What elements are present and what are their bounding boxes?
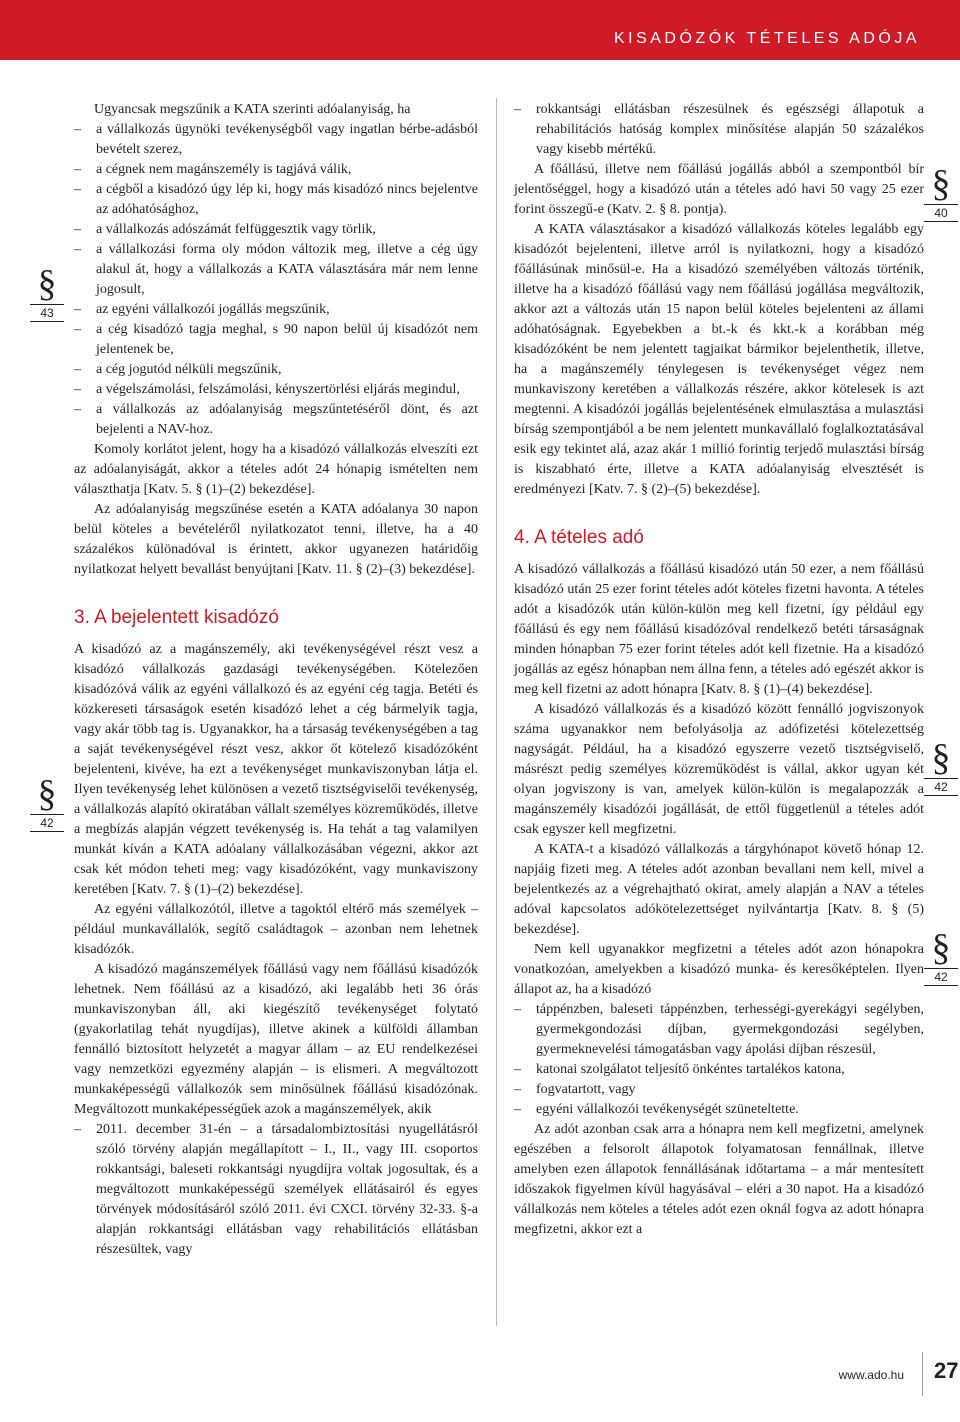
- list-item: – rokkantsági ellátásban részesülnek és egészségi állapotuk a rehabilitációs hatóság komplex minősítése alapján 50 százalékos vagy kisebb mértékű.: [514, 100, 924, 160]
- section-mark-42: [30, 773, 64, 832]
- section-symbol: §: [37, 263, 57, 305]
- section-mark-43: [30, 263, 64, 322]
- paragraph: Nem kell ugyanakkor megfizetni a tételes adót azon hónapokra vonatkozóan, amelyekben a kisadózó munka- és keresőképtelen. Ilyen állapot az, ha a kisadózó: [514, 942, 924, 997]
- list-item: – fogvatartott, vagy: [514, 1080, 924, 1100]
- list-item: – 2011. december 31-én – a társadalombiztosítási nyugellátásról szóló törvény alapján megállapított – I., II., vagy III. csoportos rokkantsági, baleseti rokkantsági nyugdíjra voltak jogosultak, és a megváltozott munkaképességű személyek ellátásairól és egyes törvények módosításáról szóló 2011. évi CXCI. törvény 32-33. §-a alapján rokkantsági ellátásban vagy rehabilitációs ellátásban részesültek, vagy: [74, 1120, 478, 1260]
- section-symbol: §: [37, 773, 57, 815]
- section-mark-42-b: [924, 927, 958, 986]
- list-item: – a vállalkozási forma oly módon változik meg, illetve a cég úgy alakul át, hogy a vállalkozás a KATA választására már nem lenne jogosult,: [74, 240, 478, 300]
- list-item: – katonai szolgálatot teljesítő önkéntes tartalékos katona,: [514, 1060, 924, 1080]
- list-item: – a cég kisadózó tagja meghal, s 90 napon belül új kisadózót nem jelentenek be,: [74, 320, 478, 360]
- paragraph: A főállású, illetve nem főállású jogállás abból a szempontból bír jelentőséggel, hogy a kisadózó után a tételes adó havi 50 vagy 25 ezer forint összegű-e (Katv. 2. § 8. pontja).: [514, 162, 924, 217]
- paragraph: Ugyancsak megszűnik a KATA szerinti adóalanyiság, ha: [94, 102, 411, 117]
- section-symbol: §: [931, 927, 951, 969]
- paragraph: A kisadózó az a magánszemély, aki tevékenységével részt vesz a kisadózó vállalkozás gazdasági tevékenységében. Kötelezően kisadózóvá válik az egyéni vállalkozó és az egyéni cég tagja. Betéti és közkereseti társaságok esetén kisadózó lehet a cég bármelyik tagja, vagy akár több tag is. Ugyanakkor, ha a társaság tevékenységében a tag a saját tevékenységével részt vesz, akkor őt kötelező kisadózóként bejelenteni, kivéve, ha ezt a tevékenységet munkaviszonyban látja el. Ilyen tevékenység lehet különösen a vezető tisztségviselői tevékenység, a vállalkozás alapító okiratában vállalt személyes közreműködés, illetve a megbízás alapján végzett tevékenység is. Ha tehát a tag valamilyen munkát kíván a KATA adóalany vállalkozásában végezni, akkor azt csak két módon teheti meg: vagy kisadózóként, vagy munkaviszony keretében [Katv. 7. § (1)–(2) bekezdése].: [74, 642, 478, 897]
- section-number: 40: [924, 204, 958, 222]
- section-number: 43: [30, 304, 64, 322]
- paragraph: A KATA választásakor a kisadózó vállalkozás köteles legalább egy kisadózót bejelenteni, illetve arról is nyilatkozni, hogy a kisadózó főállásúnak minősül-e. Ha a kisadózó személyében változás történik, illetve ha a kisadózó főállású vagy nem főállású jogállása megváltozik, akkor azt a változás után 15 napon belül köteles bejelenteni az állami adóhatóságnak. Egyebekben a bt.-k és kkt.-k a korábban még kisadózóként be nem jelentett tagjaikat bármikor bejelenthetik, illetve, ha a magánszemély ténylegesen is tevékenységet végez nem munkaviszony keretében a vállalkozás részére, akkor kötelesek is azt megtenni. A kisadózói jogállás bejelentésének elmulasztása a mulasztási bírság szempontjából a be nem jelentett munkavállaló foglalkoztatásával esik egy tekintet alá, azaz akár 1 millió forintig terjedő mulasztási bírság is kiszabható érte, illetve a KATA adóalanyiság elvesztését is eredményezi [Katv. 7. § (2)–(5) bekezdése].: [514, 222, 924, 497]
- paragraph: Az adóalanyiság megszűnése esetén a KATA adóalanya 30 napon belül köteles a bevételéről nyilatkozatot tenni, illetve, ha a 40 százalékos különadóval is érintett, akkor ugyanezen határidőig nyilatkozat helyett bevallást benyújtani [Katv. 11. § (2)–(3) bekezdése].: [74, 502, 478, 577]
- paragraph: Komoly korlátot jelent, hogy ha a kisadózó vállalkozás elveszíti ezt az adóalanyiságát, akkor a tételes adót 24 hónapig ismételten nem választhatja [Katv. 5. § (1)–(2) bekezdése].: [74, 442, 478, 497]
- termination-list: [74, 120, 478, 440]
- section-mark-42-a: [924, 737, 958, 796]
- list-item: – a cégnek nem magánszemély is tagjává válik,: [74, 160, 478, 180]
- header-bar: [0, 0, 960, 60]
- paragraph: A kisadózó vállalkozás és a kisadózó között fennálló jogviszonyok száma ugyanakkor nem befolyásolja az adófizetési kötelezettség nagyságát. Például, ha a kisadózó egyszerre vezető tisztségviselő, másrészt pedig személyes közreműködést is vállal, akkor ugyan két olyan jogviszony is van, amelyek külön-külön is megalapozzák a magánszemély kisadózói jogállását, de ettől függetlenül a tételes adót csak egyszer kell megfizetni.: [514, 702, 924, 837]
- section-number: 42: [924, 968, 958, 986]
- list-item: – a vállalkozás ügynöki tevékenységből vagy ingatlan bérbe-adásból bevételt szerez,: [74, 120, 478, 160]
- section-number: 42: [30, 814, 64, 832]
- section-symbol: §: [931, 163, 951, 205]
- footer-url: www.ado.hu: [838, 1368, 904, 1382]
- paragraph: Az adót azonban csak arra a hónapra nem kell megfizetni, amelynek egészében a felsorolt állapotok folyamatosan fennállnak, illetve amelyben ezen állapotok fennállásának időtartama – a már mentesített időszakok figyelmen kívül hagyásával – eléri a 30 napot. Ha a kisadózó vállalkozás nem köteles a tételes adót ezen oknál fogva az adott hónapra megfizetni, akkor ezt a: [514, 1122, 924, 1237]
- right-column: [514, 100, 924, 1240]
- page-number: 27: [934, 1358, 959, 1383]
- list-item: – a vállalkozás adószámát felfüggesztik vagy törlik,: [74, 220, 478, 240]
- list-item: – a vállalkozás az adóalanyiság megszűntetéséről dönt, és azt bejelenti a NAV-hoz.: [74, 400, 478, 440]
- section-symbol: §: [931, 737, 951, 779]
- left-column: [74, 100, 478, 1260]
- incapacity-list: [514, 1000, 924, 1120]
- section-heading-3: 3. A bejelentett kisadózó: [74, 607, 279, 628]
- list-item: – a végelszámolási, felszámolási, kényszertörlési eljárás megindul,: [74, 380, 478, 400]
- paragraph: A KATA-t a kisadózó vállalkozás a tárgyhónapot követő hónap 12. napjáig fizeti meg. A tételes adót azonban bevallani nem kell, mivel a bejelentkezés az a végrehajtható okirat, amely alapján a NAV a tételes adóval kapcsolatos adókötelezettséget nyilvántartja [Katv. 8. § (5) bekezdése].: [514, 842, 924, 937]
- paragraph: Az egyéni vállalkozótól, illetve a tagoktól eltérő más személyek – például munkavállalók, segítő családtagok – azonban nem lehetnek kisadózók.: [74, 902, 478, 957]
- section-mark-40: [924, 163, 958, 222]
- section-number: 42: [924, 778, 958, 796]
- column-divider: [496, 98, 497, 1326]
- footer-divider: [922, 1352, 923, 1396]
- disability-list-cont: [514, 100, 924, 160]
- list-item: – az egyéni vállalkozói jogállás megszűnik,: [74, 300, 478, 320]
- paragraph: A kisadózó vállalkozás a főállású kisadózó után 50 ezer, a nem főállású kisadózó után 25 ezer forint tételes adót köteles fizetni havonta. A tételes adót a kisadózók után külön-külön meg kell fizetni, így például egy főállású és egy nem főállású kisadózóval rendelkező betéti társaságnak minden hónapban 75 ezer forint tételes adót kell fizetnie. Ha a kisadózó jogállás az egész hónapban nem állna fenn, a tételes adó egészét akkor is meg kell fizetni az adott hónapra [Katv. 8. § (1)–(4) bekezdése].: [514, 562, 924, 697]
- list-item: – a cégből a kisadózó úgy lép ki, hogy más kisadózó nincs bejelentve az adóhatósághoz,: [74, 180, 478, 220]
- disability-list: [74, 1120, 478, 1260]
- list-item: – a cég jogutód nélküli megszűnik,: [74, 360, 478, 380]
- section-heading-4: 4. A tételes adó: [514, 527, 644, 548]
- list-item: – táppénzben, baleseti táppénzben, terhességi-gyerekágyi segélyben, gyermekgondozási díjban, gyermekgondozási segélyben, gyermeknevelési támogatásban vagy ápolási díjban részesül,: [514, 1000, 924, 1060]
- list-item: – egyéni vállalkozói tevékenységét szüneteltette.: [514, 1100, 924, 1120]
- running-title: KISADÓZÓK TÉTELES ADÓJA: [613, 30, 920, 47]
- paragraph: A kisadózó magánszemélyek főállású vagy nem főállású kisadózók lehetnek. Nem főállású az a kisadózó, aki legalább heti 36 órás munkaviszonyban áll, aki kiegészítő tevékenységet folytató (gyakorlatilag tehát nyugdíjas), illetve akinek a külföldi államban fennálló biztosított helyzetét a magyar állam – az EU rendelkezései vagy nemzetközi egyezmény alapján – is elismeri. A megváltozott munkaképességű vállalkozók sem minősülnek főállású kisadózónak. Megváltozott munkaképességűek azok a magánszemélyek, akik: [74, 962, 478, 1117]
